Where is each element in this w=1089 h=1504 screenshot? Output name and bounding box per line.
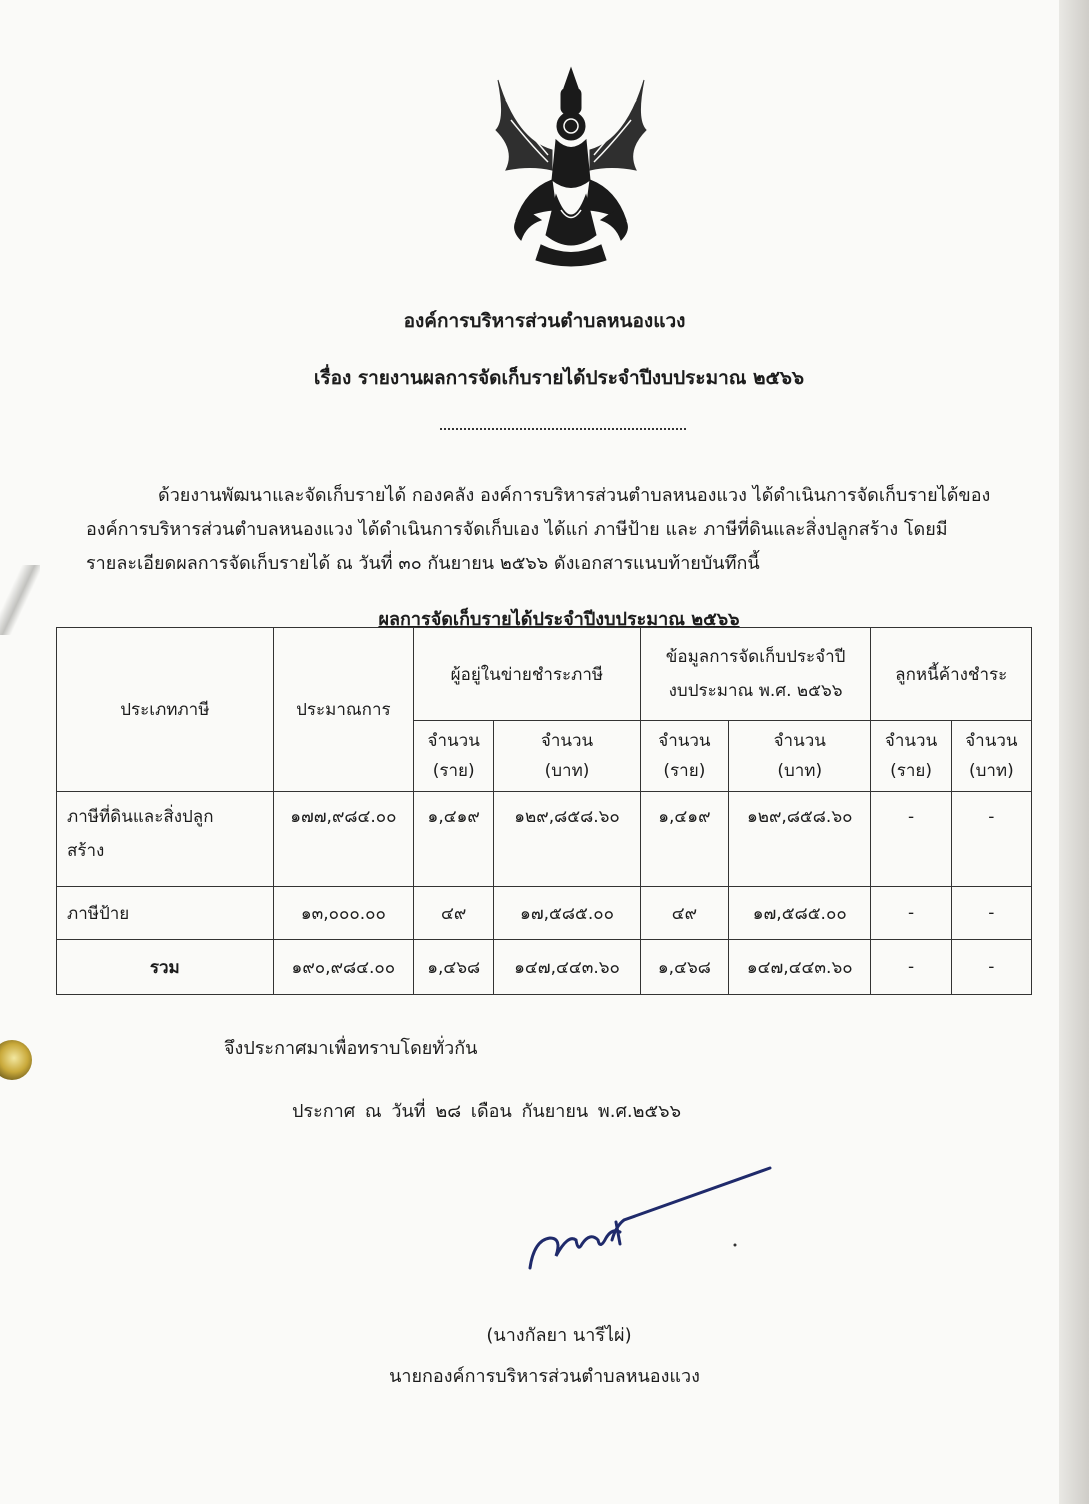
closing-announcement: จึงประกาศมาเพื่อทราบโดยทั่วกัน <box>224 1038 478 1059</box>
header-collected-line1: ข้อมูลการจัดเก็บประจำปี <box>665 647 846 667</box>
signer-position: นายกองค์การบริหารส่วนตำบลหนองแวง <box>389 1366 700 1387</box>
subheader-amount: จำนวน (บาท) <box>951 721 1031 792</box>
total-estimate: ๑๙๐,๙๘๔.๐๐ <box>273 940 413 995</box>
announcement-date: ประกาศ ณ วันที่ ๒๘ เดือน กันยายน พ.ศ.๒๕๖๖ <box>292 1101 681 1122</box>
table-title: ผลการจัดเก็บรายได้ประจำปีงบประมาณ ๒๕๖๖ <box>378 609 740 630</box>
organization-name: องค์การบริหารส่วนตำบลหนองแวง <box>403 310 686 332</box>
row-tax-name: ภาษีที่ดินและสิ่งปลูก สร้าง <box>57 792 274 887</box>
body-paragraph <box>86 479 1006 581</box>
body-line-3: รายละเอียดผลการจัดเก็บรายได้ ณ วันที่ ๓๐ กันยายน ๒๕๖๖ ดังเอกสารแนบท้ายบันทึกนี้ <box>86 553 760 574</box>
table-header-row <box>57 628 1032 721</box>
row-net-count: ๔๙ <box>414 887 494 940</box>
subheader-count: จำนวน (ราย) <box>871 721 951 792</box>
header-debtors: ลูกหนี้ค้างชำระ <box>871 628 1032 721</box>
row-net-amount: ๑๒๙,๘๕๘.๖๐ <box>494 792 640 887</box>
subheader-count: จำนวน (ราย) <box>414 721 494 792</box>
row-debt-count: - <box>871 887 951 940</box>
total-net-count: ๑,๔๖๘ <box>414 940 494 995</box>
header-estimate: ประมาณการ <box>273 628 413 792</box>
header-in-network: ผู้อยู่ในข่ายชำระภาษี <box>414 628 641 721</box>
handwritten-signature <box>520 1160 780 1280</box>
total-debt-count: - <box>871 940 951 995</box>
dotted-divider <box>440 418 686 430</box>
revenue-table <box>56 627 1032 995</box>
row-estimate: ๑๗๗,๙๘๔.๐๐ <box>273 792 413 887</box>
total-label: รวม <box>57 940 274 995</box>
row-debt-amount: - <box>951 792 1031 887</box>
row-estimate: ๑๓,๐๐๐.๐๐ <box>273 887 413 940</box>
row-col-amount: ๑๗,๕๘๕.๐๐ <box>729 887 871 940</box>
row-debt-count: - <box>871 792 951 887</box>
signer-name: (นางกัลยา นารีไผ่) <box>486 1325 632 1346</box>
header-tax-type: ประเภทภาษี <box>57 628 274 792</box>
table-row <box>57 887 1032 940</box>
garuda-emblem-icon <box>486 60 656 270</box>
row-tax-name: ภาษีป้าย <box>57 887 274 940</box>
body-line-2: องค์การบริหารส่วนตำบลหนองแวง ได้ดำเนินการจัดเก็บเอง ได้แก่ ภาษีป้าย และ ภาษีที่ดินและสิ่งปลูกสร้าง โดยมี <box>86 519 948 540</box>
header-collected-line2: งบประมาณ พ.ศ. ๒๕๖๖ <box>668 681 843 701</box>
row-col-count: ๑,๔๑๙ <box>640 792 728 887</box>
total-debt-amount: - <box>951 940 1031 995</box>
subheader-amount: จำนวน (บาท) <box>729 721 871 792</box>
row-net-amount: ๑๗,๕๘๕.๐๐ <box>494 887 640 940</box>
subheader-count: จำนวน (ราย) <box>640 721 728 792</box>
page-edge-shadow <box>1059 0 1089 1504</box>
table-row <box>57 792 1032 887</box>
binder-clip-shadow <box>0 565 40 635</box>
total-net-amount: ๑๔๗,๔๔๓.๖๐ <box>494 940 640 995</box>
table-total-row <box>57 940 1032 995</box>
row-debt-amount: - <box>951 887 1031 940</box>
document-subject: เรื่อง รายงานผลการจัดเก็บรายได้ประจำปีงบประมาณ ๒๕๖๖ <box>313 367 805 389</box>
row-net-count: ๑,๔๑๙ <box>414 792 494 887</box>
total-col-amount: ๑๔๗,๔๔๓.๖๐ <box>729 940 871 995</box>
body-line-1: ด้วยงานพัฒนาและจัดเก็บรายได้ กองคลัง องค์การบริหารส่วนตำบลหนองแวง ได้ดำเนินการจัดเก็บรายได้ของ <box>158 485 991 506</box>
subheader-amount: จำนวน (บาท) <box>494 721 640 792</box>
total-col-count: ๑,๔๖๘ <box>640 940 728 995</box>
header-collected <box>640 628 871 721</box>
row-col-count: ๔๙ <box>640 887 728 940</box>
row-col-amount: ๑๒๙,๘๕๘.๖๐ <box>729 792 871 887</box>
